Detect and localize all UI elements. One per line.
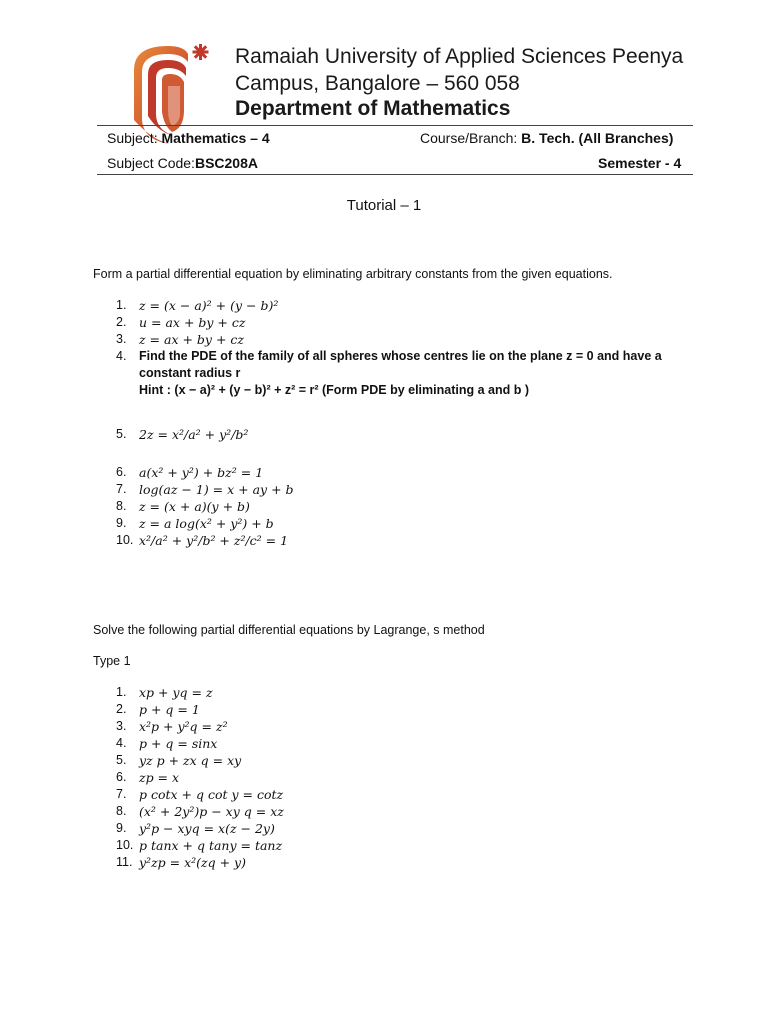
list-item: 7. p cotx + q cot y = cotz xyxy=(116,787,284,802)
list-item: 10. p tanx + q tany = tanz xyxy=(116,838,283,853)
list-item: 4. Find the PDE of the family of all spheres whose centres lie on the plane z = 0 and have a constant radius r xyxy=(116,349,662,380)
department-title: Department of Mathematics xyxy=(235,97,511,120)
list-item: 4. p + q = sinx xyxy=(116,736,218,751)
section2-instruction: Solve the following partial differential equations by Lagrange, s method xyxy=(93,623,485,637)
subject-code-line: Subject Code:BSC208A xyxy=(107,155,258,171)
subject-line: Subject: Mathematics – 4 xyxy=(107,130,270,146)
list-item: 10. x²/a² + y²/b² + z²/c² = 1 xyxy=(116,533,289,548)
semester-line: Semester - 4 xyxy=(598,155,682,171)
list-item: 2. u = ax + by + cz xyxy=(116,315,246,330)
list-item: 8. (x² + 2y²)p − xy q = xz xyxy=(116,804,284,819)
list-item: 1. xp + yq = z xyxy=(116,685,213,700)
section1-instruction: Form a partial differential equation by eliminating arbitrary constants from the given equations. xyxy=(93,267,613,281)
university-name-line2: Campus, Bangalore – 560 058 xyxy=(235,72,520,95)
list-item: 1. z = (x − a)² + (y − b)² xyxy=(116,298,279,313)
section1-list xyxy=(93,297,699,399)
list-item: 3. x²p + y²q = z² xyxy=(116,719,228,734)
section1-list-c xyxy=(93,464,294,554)
list-item: 9. z = a log(x² + y²) + b xyxy=(116,516,274,531)
list-item: 2. p + q = 1 xyxy=(116,702,200,717)
section1-list-b xyxy=(93,426,248,448)
university-name-line1: Ramaiah University of Applied Sciences Peenya xyxy=(235,45,684,68)
list-item: 5. yz p + zx q = xy xyxy=(116,753,242,768)
type-label: Type 1 xyxy=(93,654,131,668)
asterisk-icon xyxy=(193,44,209,60)
list-item: 3. z = ax + by + cz xyxy=(116,332,244,347)
list-item: 11. y²zp = x²(zq + y) xyxy=(116,855,246,870)
list-item: 9. y²p − xyq = x(z − 2y) xyxy=(116,821,275,836)
tutorial-title: Tutorial – 1 xyxy=(346,197,422,214)
header-rule-bottom xyxy=(97,174,693,175)
list-item: 6. a(x² + y²) + bz² = 1 xyxy=(116,465,264,480)
course-line: Course/Branch: B. Tech. (All Branches) xyxy=(420,130,674,146)
list-item: 8. z = (x + a)(y + b) xyxy=(116,499,250,514)
section2-list xyxy=(93,684,284,871)
list-item: 5. 2z = x²/a² + y²/b² xyxy=(116,427,249,442)
header-rule-top xyxy=(97,125,693,126)
list-item: Hint : (x − a)² + (y − b)² + z² = r² (Form PDE by eliminating a and b ) xyxy=(139,383,529,397)
list-item: 6. zp = x xyxy=(116,770,180,785)
list-item: 7. log(az − 1) = x + ay + b xyxy=(116,482,294,497)
